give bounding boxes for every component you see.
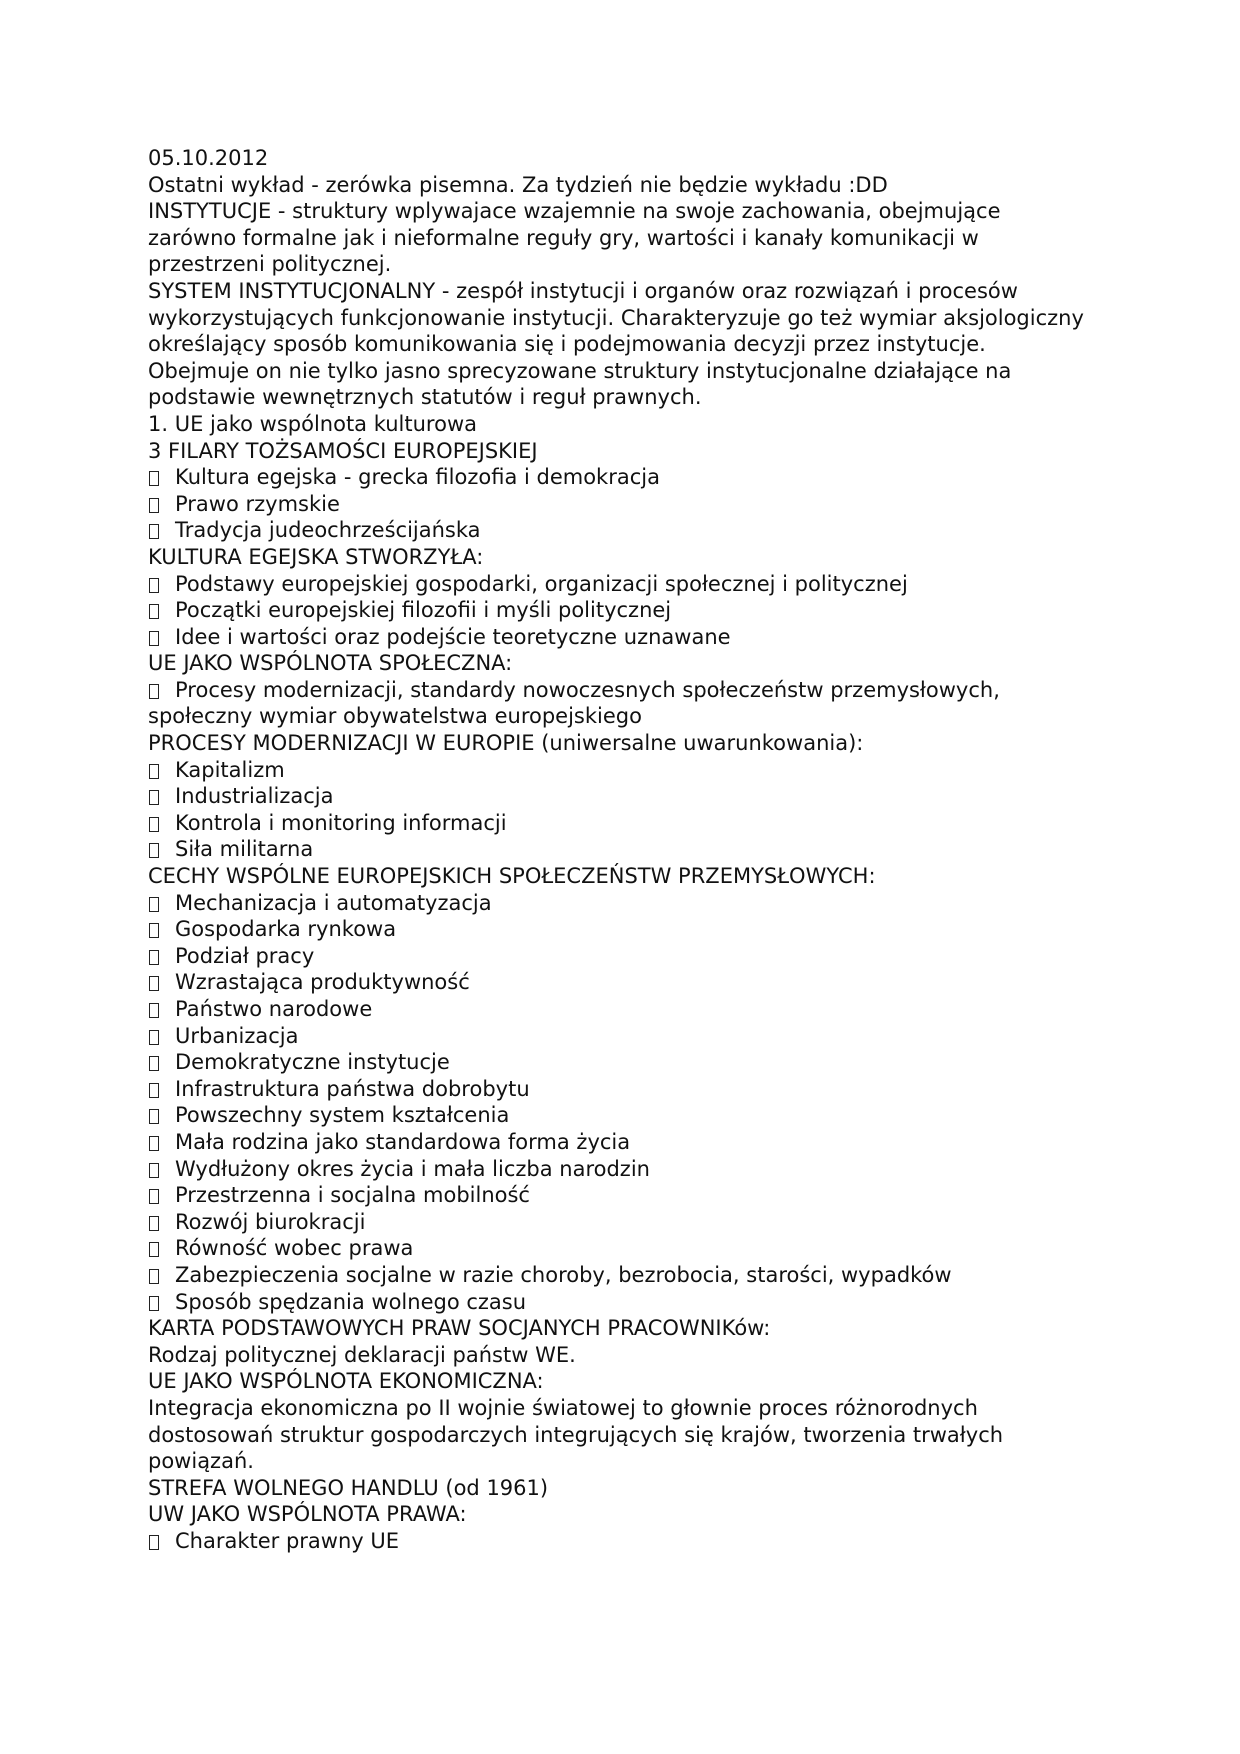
missing-glyph-bullet-icon [149, 578, 159, 593]
list-item: Urbanizacja [148, 1023, 1088, 1050]
missing-glyph-bullet-icon [149, 1242, 159, 1257]
filary-list [148, 464, 1088, 544]
missing-glyph-bullet-icon [149, 471, 159, 486]
list-item: Mechanizacja i automatyzacja [148, 890, 1088, 917]
section-heading: KARTA PODSTAWOWYCH PRAW SOCJANYCH PRACOWNIKów: [148, 1316, 771, 1341]
missing-glyph-bullet-icon [149, 790, 159, 805]
missing-glyph-bullet-icon [149, 764, 159, 779]
list-item: Industrializacja [148, 783, 1088, 810]
list-item: Mała rodzina jako standardowa forma życia [148, 1129, 1088, 1156]
missing-glyph-bullet-icon [149, 684, 159, 699]
list-item: Początki europejskiej filozofii i myśli politycznej [148, 597, 1088, 624]
definition-instytucje: INSTYTUCJE - struktury wplywajace wzajemnie na swoje zachowania, obejmujące zarówno formalne jak i nieformalne reguły gry, wartości i kanały komunikacji w przestrzeni politycznej. [148, 199, 1008, 277]
list-item: Wzrastająca produktywność [148, 969, 1088, 996]
list-item: Zabezpieczenia socjalne w razie choroby, bezrobocia, starości, wypadków [148, 1262, 1088, 1289]
missing-glyph-bullet-icon [149, 923, 159, 938]
definition-system-instytucjonalny: SYSTEM INSTYTUCJONALNY - zespół instytucji i organów oraz rozwiązań i procesów wykorzystujących funkcjonowanie instytucji. Charakteryzuje go też wymiar aksjologiczny określający sposób komunikowania się i podejmowania decyzji przez instytucje. Obejmuje on nie tylko jasno sprecyzowane struktury instytucjonalne działające na podstawie wewnętrznych statutów i reguł prawnych. [148, 278, 1091, 410]
list-item: Powszechny system kształcenia [148, 1102, 1088, 1129]
missing-glyph-bullet-icon [149, 631, 159, 646]
list-item: Kontrola i monitoring informacji [148, 810, 1088, 837]
list-item: Tradycja judeochrześcijańska [148, 517, 1088, 544]
prawa-list [148, 1528, 1088, 1555]
missing-glyph-bullet-icon [149, 1269, 159, 1284]
missing-glyph-bullet-icon [149, 1056, 159, 1071]
list-item: Infrastruktura państwa dobrobytu [148, 1076, 1088, 1103]
section-heading: UW JAKO WSPÓLNOTA PRAWA: [148, 1502, 467, 1527]
document-page [148, 145, 1091, 1554]
list-item: Kapitalizm [148, 757, 1088, 784]
list-item: Podział pracy [148, 943, 1088, 970]
missing-glyph-bullet-icon [149, 1003, 159, 1018]
missing-glyph-bullet-icon [149, 1296, 159, 1311]
missing-glyph-bullet-icon [149, 1030, 159, 1045]
missing-glyph-bullet-icon [149, 1189, 159, 1204]
section-heading: KULTURA EGEJSKA STWORZYŁA: [148, 544, 484, 569]
missing-glyph-bullet-icon [149, 604, 159, 619]
procesy-list [148, 757, 1088, 863]
list-item: Procesy modernizacji, standardy nowoczesnych społeczeństw przemysłowych, społeczny wymiar obywatelstwa europejskiego [148, 677, 1000, 729]
list-item: Charakter prawny UE [148, 1528, 1088, 1555]
list-item: Państwo narodowe [148, 996, 1088, 1023]
section-heading: 1. UE jako wspólnota kulturowa [148, 411, 477, 436]
paragraph: Integracja ekonomiczna po II wojnie światowej to głownie proces różnorodnych dostosowań struktur gospodarczych integrujących się krajów, tworzenia trwałych powiązań. [148, 1395, 1010, 1474]
list-item: Gospodarka rynkowa [148, 916, 1088, 943]
list-item: Równość wobec prawa [148, 1235, 1088, 1262]
missing-glyph-bullet-icon [149, 976, 159, 991]
missing-glyph-bullet-icon [149, 950, 159, 965]
list-item: Prawo rzymskie [148, 491, 1088, 518]
date-line: 05.10.2012 [148, 146, 269, 170]
list-item: Rozwój biurokracji [148, 1209, 1088, 1236]
list-item: Sposób spędzania wolnego czasu [148, 1289, 1088, 1316]
missing-glyph-bullet-icon [149, 897, 159, 912]
kultura-list [148, 571, 1088, 651]
section-heading: STREFA WOLNEGO HANDLU (od 1961) [148, 1475, 549, 1500]
section-heading: CECHY WSPÓLNE EUROPEJSKICH SPOŁECZEŃSTW PRZEMYSŁOWYCH: [148, 864, 876, 889]
missing-glyph-bullet-icon [149, 817, 159, 832]
cechy-list [148, 890, 1088, 1316]
missing-glyph-bullet-icon [149, 1216, 159, 1231]
list-item: Kultura egejska - grecka filozofia i demokracja [148, 464, 1088, 491]
missing-glyph-bullet-icon [149, 498, 159, 513]
missing-glyph-bullet-icon [149, 1163, 159, 1178]
missing-glyph-bullet-icon [149, 1535, 159, 1550]
paragraph: Rodzaj politycznej deklaracji państw WE. [148, 1342, 576, 1367]
missing-glyph-bullet-icon [149, 843, 159, 858]
section-heading: UE JAKO WSPÓLNOTA SPOŁECZNA: [148, 651, 513, 676]
section-heading: 3 FILARY TOŻSAMOŚCI EUROPEJSKIEJ [148, 438, 538, 463]
intro-line: Ostatni wykład - zerówka pisemna. Za tydzień nie będzie wykładu :DD [148, 172, 888, 197]
missing-glyph-bullet-icon [149, 1136, 159, 1151]
missing-glyph-bullet-icon [149, 524, 159, 539]
list-item: Przestrzenna i socjalna mobilność [148, 1182, 1088, 1209]
section-heading: PROCESY MODERNIZACJI W EUROPIE (uniwersalne uwarunkowania): [148, 731, 864, 756]
spoleczna-list [148, 677, 1088, 730]
missing-glyph-bullet-icon [149, 1083, 159, 1098]
list-item: Siła militarna [148, 836, 1088, 863]
list-item: Idee i wartości oraz podejście teoretyczne uznawane [148, 624, 1088, 651]
missing-glyph-bullet-icon [149, 1109, 159, 1124]
list-item: Podstawy europejskiej gospodarki, organizacji społecznej i politycznej [148, 571, 1088, 598]
list-item: Wydłużony okres życia i mała liczba narodzin [148, 1156, 1088, 1183]
section-heading: UE JAKO WSPÓLNOTA EKONOMICZNA: [148, 1369, 544, 1394]
list-item: Demokratyczne instytucje [148, 1049, 1088, 1076]
